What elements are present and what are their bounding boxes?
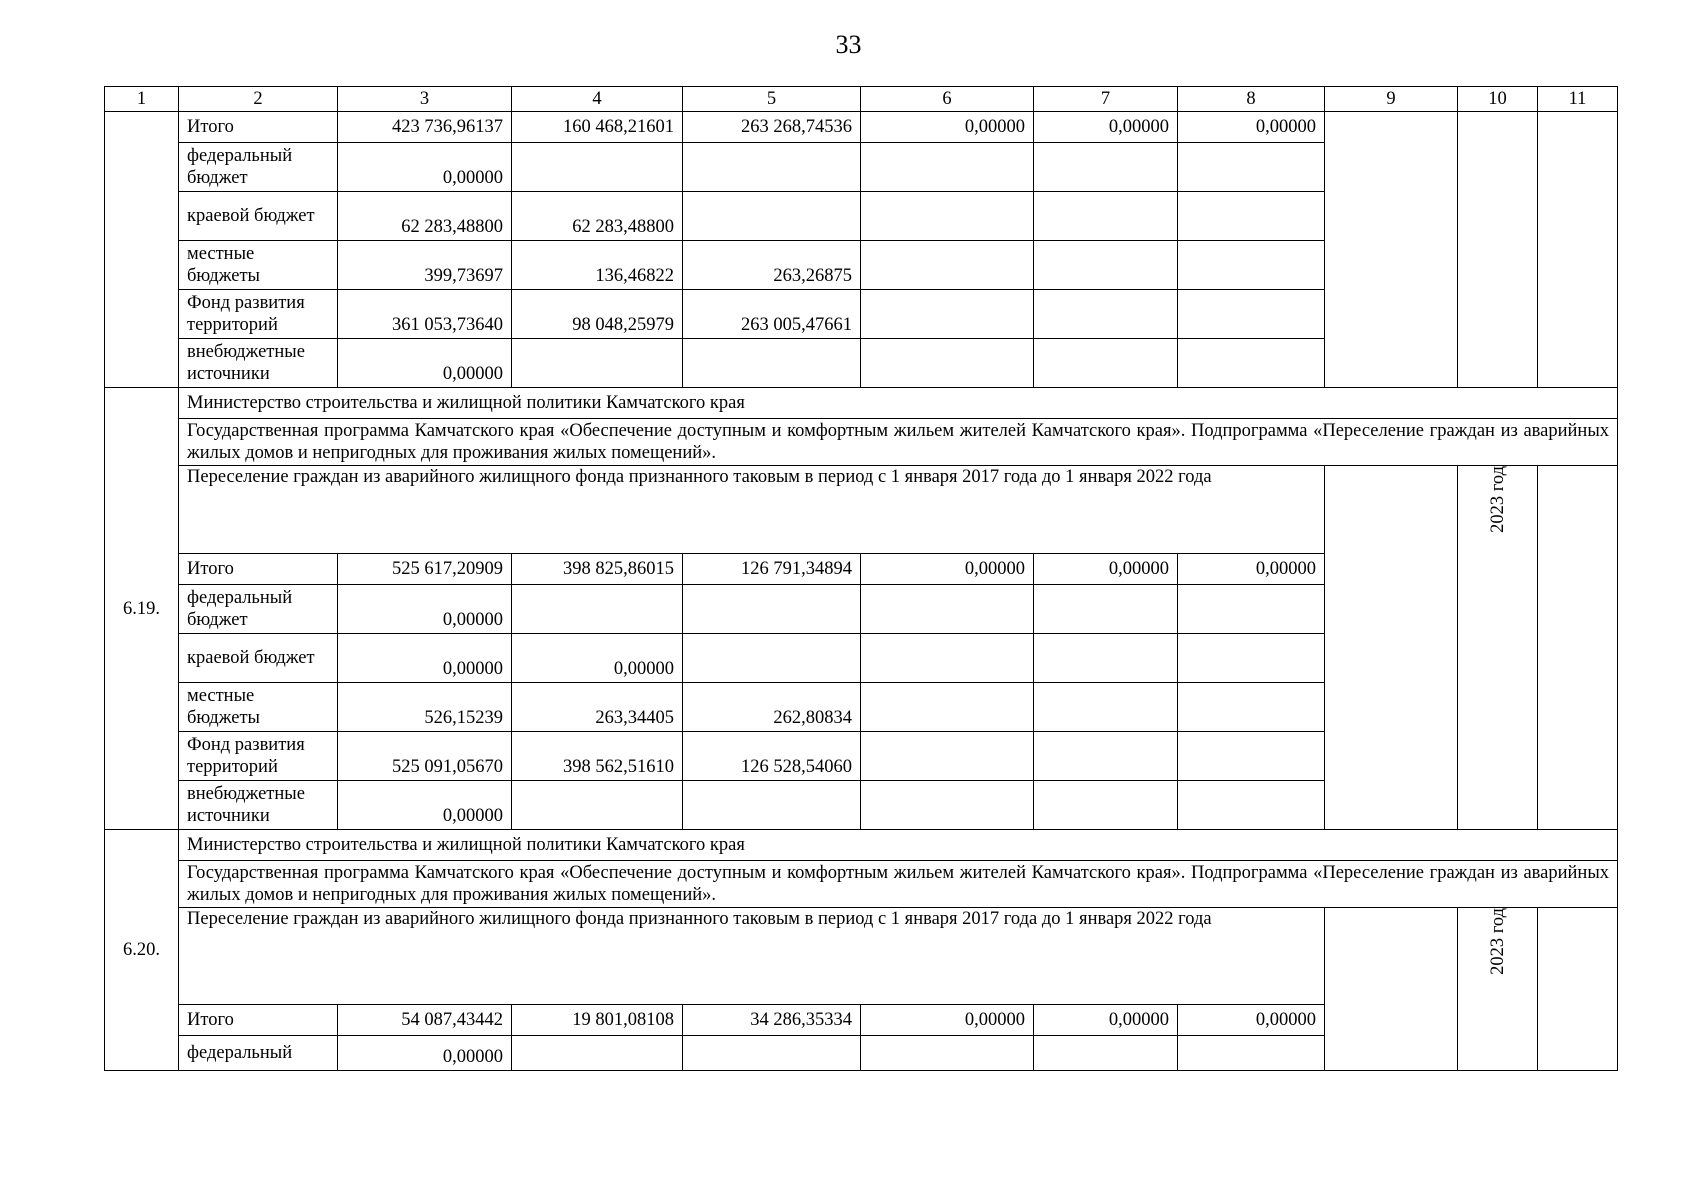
empty-cell xyxy=(1325,466,1458,830)
amount-cell xyxy=(1034,732,1178,781)
year-label: 2023 год xyxy=(1487,466,1508,533)
amount-cell xyxy=(1178,634,1325,683)
amount-cell: 0,00000 xyxy=(861,1005,1034,1036)
amount-cell xyxy=(1178,732,1325,781)
table-row xyxy=(105,112,1618,143)
amount-cell: 0,00000 xyxy=(338,634,512,683)
amount-cell xyxy=(1034,585,1178,634)
column-header: 11 xyxy=(1538,87,1618,112)
amount-cell: 0,00000 xyxy=(861,112,1034,143)
amount-cell: 0,00000 xyxy=(1178,554,1325,585)
table-row xyxy=(105,419,1618,466)
row-label: федеральный бюджет xyxy=(179,585,338,634)
column-header: 8 xyxy=(1178,87,1325,112)
empty-cell xyxy=(1538,112,1618,388)
amount-cell xyxy=(861,585,1034,634)
amount-cell xyxy=(683,192,861,241)
amount-cell xyxy=(512,143,683,192)
empty-cell xyxy=(1325,908,1458,1071)
table-row xyxy=(105,388,1618,419)
budget-table xyxy=(104,86,1618,1071)
table-row xyxy=(105,87,1618,112)
column-header: 3 xyxy=(338,87,512,112)
amount-cell: 0,00000 xyxy=(1034,1005,1178,1036)
amount-cell: 263,34405 xyxy=(512,683,683,732)
amount-cell xyxy=(683,143,861,192)
amount-cell: 62 283,48800 xyxy=(512,192,683,241)
amount-cell xyxy=(861,781,1034,830)
project-title: Переселение граждан из аварийного жилищного фонда признанного таковым в период с 1 января 2017 года до 1 января 2022 года xyxy=(179,908,1325,1005)
amount-cell: 263,26875 xyxy=(683,241,861,290)
amount-cell: 525 617,20909 xyxy=(338,554,512,585)
amount-cell xyxy=(1178,339,1325,388)
amount-cell xyxy=(683,339,861,388)
column-header: 1 xyxy=(105,87,179,112)
year-label: 2023 год xyxy=(1487,908,1508,975)
amount-cell xyxy=(683,781,861,830)
amount-cell: 263 005,47661 xyxy=(683,290,861,339)
amount-cell xyxy=(861,732,1034,781)
amount-cell xyxy=(1034,241,1178,290)
table-row xyxy=(105,830,1618,861)
amount-cell: 0,00000 xyxy=(338,143,512,192)
amount-cell xyxy=(1034,781,1178,830)
amount-cell xyxy=(683,634,861,683)
amount-cell: 126 528,54060 xyxy=(683,732,861,781)
year-cell xyxy=(1458,908,1538,1071)
amount-cell xyxy=(1034,339,1178,388)
amount-cell: 0,00000 xyxy=(1034,112,1178,143)
amount-cell: 0,00000 xyxy=(512,634,683,683)
ministry-name: Министерство строительства и жилищной политики Камчатского края xyxy=(179,830,1618,861)
amount-cell: 160 468,21601 xyxy=(512,112,683,143)
amount-cell xyxy=(861,634,1034,683)
amount-cell xyxy=(683,585,861,634)
row-label: краевой бюджет xyxy=(179,192,338,241)
column-header: 4 xyxy=(512,87,683,112)
row-label: Итого xyxy=(179,1005,338,1036)
amount-cell xyxy=(1034,683,1178,732)
amount-cell xyxy=(512,339,683,388)
amount-cell: 0,00000 xyxy=(861,554,1034,585)
amount-cell xyxy=(1034,1036,1178,1071)
row-label: местные бюджеты xyxy=(179,241,338,290)
amount-cell: 0,00000 xyxy=(338,781,512,830)
amount-cell xyxy=(1178,585,1325,634)
column-header: 2 xyxy=(179,87,338,112)
program-name: Государственная программа Камчатского края «Обеспечение доступным и комфортным жильем жителей Камчатского края». Подпрограмма «Переселение граждан из аварийных жилых домов и непригодных для проживания жилых помещений». xyxy=(179,419,1618,466)
amount-cell: 262,80834 xyxy=(683,683,861,732)
row-label: внебюджетные источники xyxy=(179,781,338,830)
amount-cell: 0,00000 xyxy=(338,339,512,388)
amount-cell: 0,00000 xyxy=(338,585,512,634)
amount-cell: 525 091,05670 xyxy=(338,732,512,781)
amount-cell: 0,00000 xyxy=(1178,112,1325,143)
row-label: краевой бюджет xyxy=(179,634,338,683)
amount-cell xyxy=(1178,192,1325,241)
row-label: внебюджетные источники xyxy=(179,339,338,388)
amount-cell: 62 283,48800 xyxy=(338,192,512,241)
empty-cell xyxy=(1458,112,1538,388)
column-header: 6 xyxy=(861,87,1034,112)
ministry-name: Министерство строительства и жилищной политики Камчатского края xyxy=(179,388,1618,419)
row-label: местные бюджеты xyxy=(179,683,338,732)
empty-cell xyxy=(1538,466,1618,830)
index-cell xyxy=(105,112,179,388)
amount-cell: 54 087,43442 xyxy=(338,1005,512,1036)
amount-cell xyxy=(1178,290,1325,339)
amount-cell xyxy=(1178,143,1325,192)
amount-cell xyxy=(512,585,683,634)
amount-cell xyxy=(512,1036,683,1071)
row-label: федеральный бюджет xyxy=(179,143,338,192)
program-name: Государственная программа Камчатского края «Обеспечение доступным и комфортным жильем жителей Камчатского края». Подпрограмма «Переселение граждан из аварийных жилых домов и непригодных для проживания жилых помещений». xyxy=(179,861,1618,908)
amount-cell xyxy=(1178,241,1325,290)
table-row xyxy=(105,908,1618,1005)
index-cell: 6.19. xyxy=(105,388,179,830)
page-number: 33 xyxy=(835,30,862,59)
amount-cell: 19 801,08108 xyxy=(512,1005,683,1036)
amount-cell xyxy=(861,290,1034,339)
amount-cell xyxy=(861,192,1034,241)
amount-cell xyxy=(861,241,1034,290)
amount-cell xyxy=(1034,192,1178,241)
empty-cell xyxy=(1538,908,1618,1071)
amount-cell: 136,46822 xyxy=(512,241,683,290)
amount-cell: 0,00000 xyxy=(338,1036,512,1071)
amount-cell: 0,00000 xyxy=(1178,1005,1325,1036)
column-header: 5 xyxy=(683,87,861,112)
row-label: Итого xyxy=(179,112,338,143)
column-header: 7 xyxy=(1034,87,1178,112)
amount-cell: 126 791,34894 xyxy=(683,554,861,585)
amount-cell: 361 053,73640 xyxy=(338,290,512,339)
amount-cell: 399,73697 xyxy=(338,241,512,290)
year-cell xyxy=(1458,466,1538,830)
row-label: Фонд развития территорий xyxy=(179,732,338,781)
table-row xyxy=(105,861,1618,908)
empty-cell xyxy=(1325,112,1458,388)
row-label: Фонд развития территорий xyxy=(179,290,338,339)
column-header: 10 xyxy=(1458,87,1538,112)
amount-cell xyxy=(1034,143,1178,192)
amount-cell xyxy=(861,683,1034,732)
amount-cell: 398 825,86015 xyxy=(512,554,683,585)
project-title: Переселение граждан из аварийного жилищного фонда признанного таковым в период с 1 января 2017 года до 1 января 2022 года xyxy=(179,466,1325,554)
amount-cell: 34 286,35334 xyxy=(683,1005,861,1036)
amount-cell: 526,15239 xyxy=(338,683,512,732)
amount-cell xyxy=(1034,290,1178,339)
index-cell: 6.20. xyxy=(105,830,179,1071)
row-label: федеральный xyxy=(179,1036,338,1071)
amount-cell xyxy=(512,781,683,830)
table-row xyxy=(105,466,1618,554)
amount-cell xyxy=(1178,683,1325,732)
row-label: Итого xyxy=(179,554,338,585)
amount-cell xyxy=(1178,781,1325,830)
amount-cell xyxy=(861,1036,1034,1071)
column-header: 9 xyxy=(1325,87,1458,112)
amount-cell xyxy=(861,143,1034,192)
amount-cell xyxy=(861,339,1034,388)
amount-cell: 263 268,74536 xyxy=(683,112,861,143)
amount-cell: 398 562,51610 xyxy=(512,732,683,781)
amount-cell xyxy=(683,1036,861,1071)
amount-cell xyxy=(1178,1036,1325,1071)
amount-cell: 98 048,25979 xyxy=(512,290,683,339)
amount-cell: 0,00000 xyxy=(1034,554,1178,585)
amount-cell: 423 736,96137 xyxy=(338,112,512,143)
amount-cell xyxy=(1034,634,1178,683)
